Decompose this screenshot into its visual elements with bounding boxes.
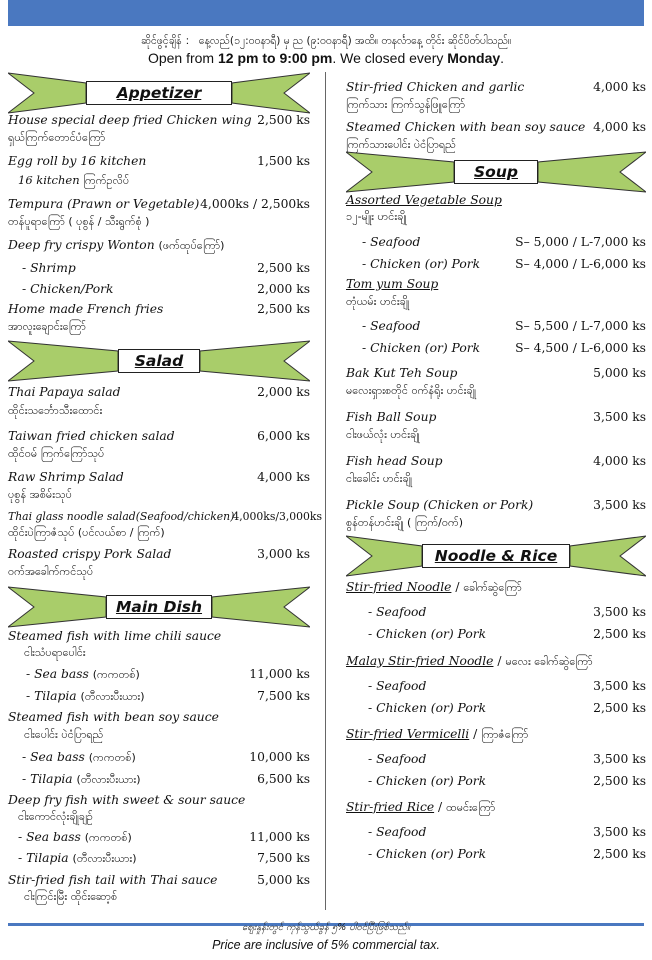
menu-item: Thai glass noodle salad(Seafood/chicken) 4,000ks/3,000ks bbox=[8, 510, 322, 523]
menu-item-mm: အာလူးချောင်းကြော် bbox=[8, 320, 86, 333]
menu-item: Stir-fried fish tail with Thai sauce 5,000 ks bbox=[8, 873, 310, 887]
menu-item-option: - Seafood 3,500 ks bbox=[368, 679, 646, 693]
menu-item-option: - Tilapia (တီလားပီးယား) 7,500 ks bbox=[26, 689, 310, 703]
section-title-noodle-rice: Noodle & Rice bbox=[422, 544, 570, 568]
menu-item-option: - Shrimp 2,500 ks bbox=[22, 261, 310, 275]
section-banner-main-dish bbox=[8, 585, 310, 629]
section-banner-noodle-rice bbox=[346, 534, 646, 578]
menu-item-option: - Chicken (or) Pork 2,500 ks bbox=[368, 627, 646, 641]
section-title-appetizer: Appetizer bbox=[86, 81, 232, 105]
menu-item-mm: 16 kitchen ကြက်ဥလိပ် bbox=[18, 173, 130, 187]
section-banner-salad bbox=[8, 339, 310, 383]
menu-item-option: - Sea bass (ကကတစ်) 10,000 ks bbox=[22, 750, 310, 764]
opening-hours-en: Open from 12 pm to 9:00 pm. We closed every Monday. bbox=[147, 50, 505, 66]
menu-item: Deep fry crispy Wonton (ဖက်ထုပ်ကြော်) bbox=[8, 238, 225, 252]
column-divider bbox=[325, 72, 326, 910]
top-bar bbox=[8, 0, 644, 26]
menu-item-mm: ကြက်သား ကြက်သွန်ဖြူကြော် bbox=[346, 98, 466, 111]
menu-item-option: - Seafood 3,500 ks bbox=[368, 752, 646, 766]
menu-item-option: - Seafood S– 5,500 / L-7,000 ks bbox=[362, 319, 646, 333]
menu-item-mm: ထိုင်းသင်္ဘောသီးထောင်း bbox=[8, 404, 103, 417]
section-banner-appetizer bbox=[8, 71, 310, 115]
menu-item: Egg roll by 16 kitchen 1,500 ks bbox=[8, 154, 310, 168]
menu-item-mm: ငါးခေါင်း ဟင်းချို bbox=[346, 472, 412, 485]
menu-item-option: - Sea bass (ကကတစ်) 11,000 ks bbox=[18, 830, 310, 844]
menu-item: Stir-fried Chicken and garlic 4,000 ks bbox=[346, 80, 646, 94]
menu-item-mm: ၁၂-မျိုး ဟင်းချို bbox=[346, 210, 407, 223]
menu-item: Assorted Vegetable Soup bbox=[346, 193, 502, 207]
menu-item: Roasted crispy Pork Salad 3,000 ks bbox=[8, 547, 310, 561]
menu-item-mm: တုံယမ်း ဟင်းချို bbox=[346, 295, 410, 308]
menu-item-option: - Chicken (or) Pork 2,500 ks bbox=[368, 847, 646, 861]
menu-item: Home made French fries 2,500 ks bbox=[8, 302, 310, 316]
opening-hours bbox=[0, 33, 652, 67]
menu-item: Pickle Soup (Chicken or Pork) 3,500 ks bbox=[346, 498, 646, 512]
menu-item-option: - Seafood S– 5,000 / L-7,000 ks bbox=[362, 235, 646, 249]
menu-item-option: - Chicken (or) Pork S– 4,000 / L-6,000 ks bbox=[362, 257, 646, 271]
menu-item: Stir-fried Vermicelli / ကြာဇံကြော် bbox=[346, 727, 529, 741]
menu-item-mm: မလေးရှားစတိုင် ဝက်နံရိုး ဟင်းချို bbox=[346, 384, 476, 397]
menu-item: Steamed Chicken with bean soy sauce 4,000 ks bbox=[346, 120, 646, 134]
menu-item-mm: တန်ပူရာကြော် ( ပုစွန် / သီးရွက်စုံ ) bbox=[8, 215, 150, 228]
menu-item: Thai Papaya salad 2,000 ks bbox=[8, 385, 310, 399]
menu-item-mm: ပုစွန် အစိမ်းသုပ် bbox=[8, 488, 72, 501]
menu-item: Tom yum Soup bbox=[346, 277, 439, 291]
section-banner-soup bbox=[346, 150, 646, 194]
menu-item-option: - Sea bass (ကကတစ်) 11,000 ks bbox=[26, 667, 310, 681]
menu-item: Stir-fried Noodle / ခေါက်ဆွဲကြော် bbox=[346, 580, 522, 594]
tax-note-mm: ဈေးနှုန်းတွင် ကုန်သွယ်ခွန် ၅% ပါဝင်ပြီးဖြစ်သည်။ bbox=[241, 922, 411, 933]
section-title-salad: Salad bbox=[118, 349, 200, 373]
menu-item: Raw Shrimp Salad 4,000 ks bbox=[8, 470, 310, 484]
section-title-soup: Soup bbox=[454, 160, 538, 184]
menu-item-mm: ငါးကြင်းမြီး ထိုင်းဆော့စ် bbox=[24, 890, 118, 903]
section-title-main-dish: Main Dish bbox=[106, 595, 212, 619]
menu-item-option: - Chicken/Pork 2,000 ks bbox=[22, 282, 310, 296]
menu-item-mm: ရှယ်ကြက်တောင်ပံကြော် bbox=[8, 131, 106, 144]
menu-item-mm: ငါးကောင်လုံးချိုချဉ် bbox=[18, 810, 93, 823]
menu-item-mm: ငါးဖယ်လုံး ဟင်းချို bbox=[346, 428, 420, 441]
menu-item: House special deep fried Chicken wing 2,500 ks bbox=[8, 113, 310, 127]
menu-item-option: - Chicken (or) Pork S– 4,500 / L-6,000 ks bbox=[362, 341, 646, 355]
menu-item-option: - Seafood 3,500 ks bbox=[368, 825, 646, 839]
menu-item: Deep fry fish with sweet & sour sauce bbox=[8, 793, 246, 807]
menu-item: Taiwan fried chicken salad 6,000 ks bbox=[8, 429, 310, 443]
menu-item-mm: ကြက်သားပေါင်း ပဲငံပြာရည် bbox=[346, 138, 456, 151]
opening-hours-mm: ဆိုင်ဖွင့်ချိန် ： နေ့လည်(၁၂:၀၀နာရီ) မှ ည (၉:၀၀နာရီ) အထိ။ တနင်္လာနေ့ တိုင်း ဆိုင်ပိတ်ပါသည်။ bbox=[140, 35, 512, 47]
menu-item-mm: ဝက်အခေါက်ကင်သုပ် bbox=[8, 565, 94, 578]
menu-item: Malay Stir-fried Noodle / မလေး ခေါက်ဆွဲကြော် bbox=[346, 654, 593, 668]
menu-item-option: - Seafood 3,500 ks bbox=[368, 605, 646, 619]
tax-note-en: Price are inclusive of 5% commercial tax. bbox=[212, 938, 440, 952]
menu-item-mm: ထိုင်းပဲကြာဇံသုပ် (ပင်လယ်စာ / ကြက်) bbox=[8, 526, 165, 539]
menu-item-mm: ငါးသံပရာပေါင်း bbox=[24, 646, 86, 659]
menu-item-option: - Tilapia (တီလားပီးယား) 7,500 ks bbox=[18, 851, 310, 865]
menu-item-mm: ငါးပေါင်း ပဲငံပြာရည် bbox=[24, 728, 104, 741]
menu-item: Stir-fried Rice / ထမင်းကြော် bbox=[346, 800, 496, 814]
menu-item-option: - Chicken (or) Pork 2,500 ks bbox=[368, 774, 646, 788]
menu-item: Steamed fish with bean soy sauce bbox=[8, 710, 219, 724]
menu-item-option: - Tilapia (တီလားပီးယား) 6,500 ks bbox=[22, 772, 310, 786]
menu-item: Fish head Soup 4,000 ks bbox=[346, 454, 646, 468]
menu-item: Tempura (Prawn or Vegetable) 4,000ks / 2,500ks bbox=[8, 197, 310, 211]
menu-item-mm: ထိုင်ဝမ် ကြက်ကြော်သုပ် bbox=[8, 447, 105, 460]
menu-item: Fish Ball Soup 3,500 ks bbox=[346, 410, 646, 424]
menu-item-option: - Chicken (or) Pork 2,500 ks bbox=[368, 701, 646, 715]
menu-item: Bak Kut Teh Soup 5,000 ks bbox=[346, 366, 646, 380]
menu-item-mm: စွန်တန်ဟင်းချို ( ကြက်/ဝက်) bbox=[346, 516, 464, 529]
menu-item: Steamed fish with lime chili sauce bbox=[8, 629, 222, 643]
